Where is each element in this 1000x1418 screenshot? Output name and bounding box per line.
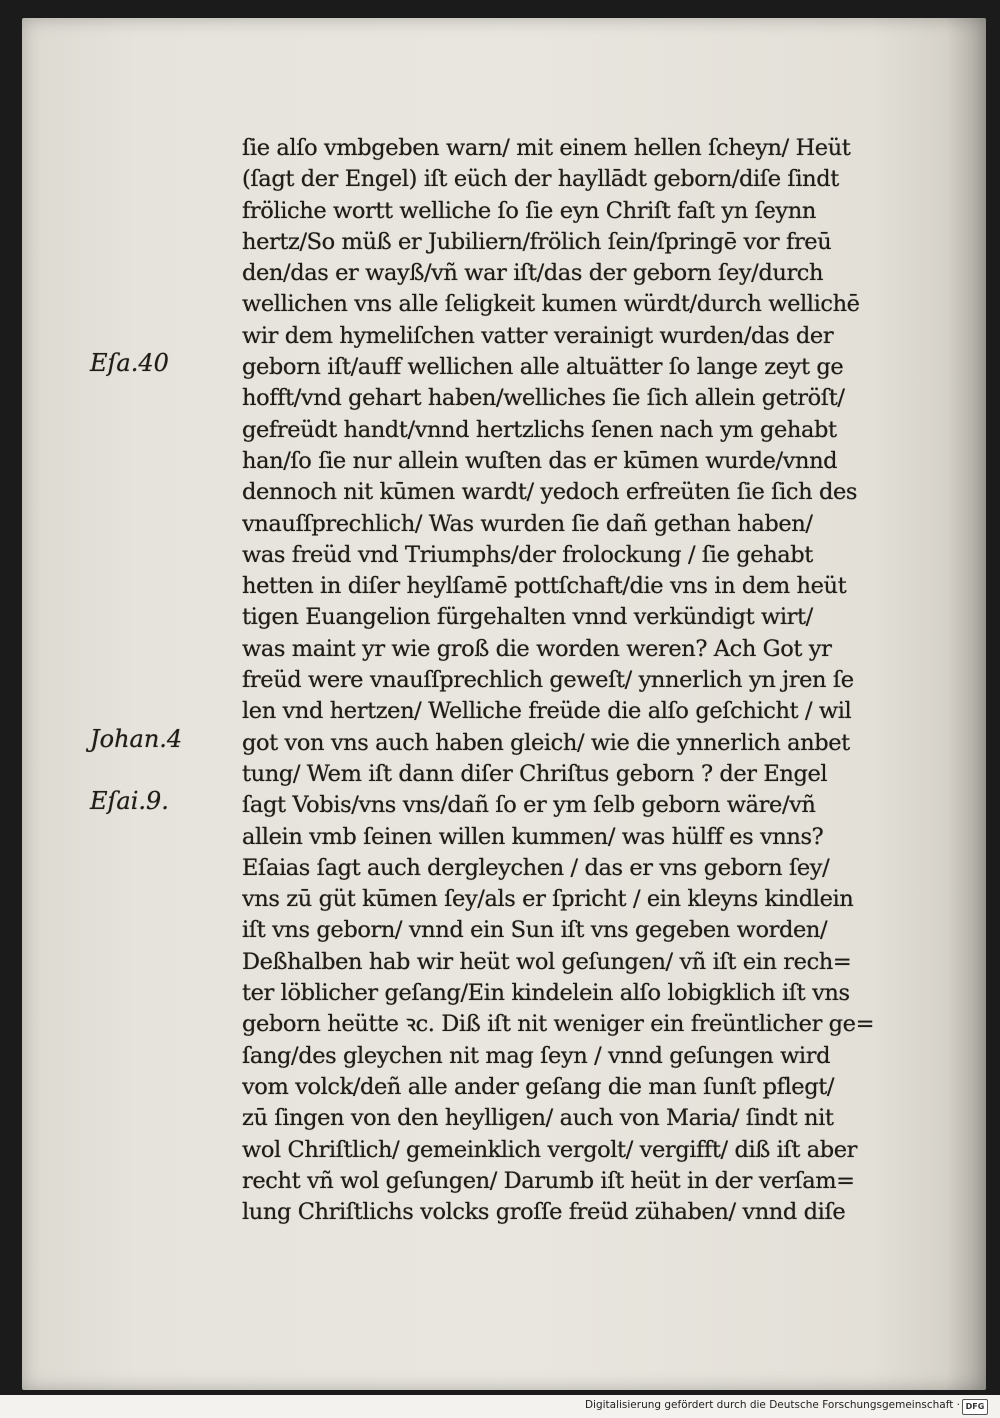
text-line: len vnd hertzen/ Welliche freüde die alſo geſchicht / wil	[242, 698, 852, 725]
page	[22, 18, 986, 1390]
digitization-credit: Digitalisierung gefördert durch die Deutsche Forschungsgemeinschaft ·	[584, 1399, 960, 1411]
text-line: recht vñ wol geſungen/ Darumb iſt heüt in der verſam=	[242, 1167, 855, 1194]
text-line: den/das er wayß/vñ war iſt/das der geborn ſey/durch	[242, 260, 824, 287]
text-line: geborn iſt/auff wellichen alle altuätter ſo lange zeyt ge	[242, 354, 844, 381]
text-line: allein vmb ſeinen willen kummen/ was hülff es vnns?	[242, 823, 824, 850]
text-line: iſt vns geborn/ vnnd ein Sun iſt vns gegeben worden/	[242, 917, 828, 944]
text-line: Deßhalben hab wir heüt wol geſungen/ vñ iſt ein rech=	[242, 948, 852, 975]
text-line: han/ſo ſie nur allein wuſten das er kūmen wurde/vnnd	[242, 447, 838, 474]
text-line: tigen Euangelion fürgehalten vnnd verkündigt wirt/	[242, 604, 813, 631]
text-line: hofft/vnd gehart haben/welliches ſie ſich allein getröſt/	[242, 385, 845, 412]
text-line: fröliche wortt welliche ſo ſie eyn Chriſt faſt yn ſeynn	[242, 197, 816, 224]
text-line: vnauſſprechlich/ Was wurden ſie dañ gethan haben/	[242, 510, 813, 537]
text-line: wir dem hymeliſchen vatter verainigt wurden/das der	[242, 322, 834, 349]
text-line: gefreüdt handt/vnnd hertzlichs ſenen nach ym gehabt	[242, 416, 837, 443]
text-line: Eſaias ſagt auch dergleychen / das er vns geborn ſey/	[242, 854, 830, 881]
text-line: vns zū güt kūmen ſey/als er ſpricht / ein kleyns kindlein	[242, 886, 854, 913]
margin-note-johan-4: Johan.4	[90, 724, 183, 753]
gutter-shadow	[946, 18, 986, 1390]
text-line: ſie alſo vmbgeben warn/ mit einem hellen ſcheyn/ Heüt	[242, 135, 851, 161]
text-line: dennoch nit kūmen wardt/ yedoch erfreüten ſie ſich des	[242, 479, 858, 506]
text-line: ter löblicher geſang/Ein kindelein alſo lobigklich iſt vns	[242, 980, 850, 1007]
margin-note-esa-40: Eſa.40	[90, 349, 169, 378]
body-text	[242, 133, 932, 1228]
text-line: got von vns auch haben gleich/ wie die ynnerlich anbet	[242, 729, 850, 756]
text-line: geborn heütte ꝛc. Diß iſt nit weniger ein freüntlicher ge=	[242, 1011, 875, 1038]
margin-note-esai-9: Eſai.9.	[90, 787, 169, 816]
text-line: ſang/des gleychen nit mag ſeyn / vnnd geſungen wird	[242, 1042, 831, 1069]
dfg-logo-icon: DFG	[962, 1399, 988, 1415]
text-line: freüd were vnauſſprechlich geweſt/ ynnerlich yn jren ſe	[242, 667, 854, 694]
text-line: wol Chriſtlich/ gemeinklich vergolt/ vergifft/ diß iſt aber	[242, 1136, 858, 1163]
text-line: tung/ Wem iſt dann diſer Chriſtus geborn ? der Engel	[242, 760, 828, 787]
text-line: hertz/So müß er Jubiliern/frölich ſein/ſpringē vor freū	[242, 228, 832, 255]
text-line: vom volck/deñ alle ander geſang die man ſunſt pflegt/	[242, 1073, 835, 1100]
text-line: ſagt Vobis/vns vns/dañ ſo er ym ſelb geborn wäre/vñ	[242, 792, 816, 819]
footer	[0, 1396, 1000, 1418]
text-line: wellichen vns alle ſeligkeit kumen würdt/durch wellichē	[242, 291, 860, 318]
text-line: was maint yr wie groß die worden weren? Ach Got yr	[242, 635, 832, 662]
text-line: (ſagt der Engel) iſt eüch der hayllādt geborn/diſe ſindt	[242, 166, 839, 193]
text-line: zū ſingen von den heylligen/ auch von Maria/ ſindt nit	[242, 1105, 834, 1132]
text-line: lung Chriſtlichs volcks groſſe freüd zühaben/ vnnd diſe	[242, 1199, 846, 1226]
text-line: hetten in diſer heylſamē pottſchaft/die vns in dem heüt	[242, 573, 847, 600]
text-line: was freüd vnd Triumphs/der frolockung / ſie gehabt	[242, 541, 813, 568]
